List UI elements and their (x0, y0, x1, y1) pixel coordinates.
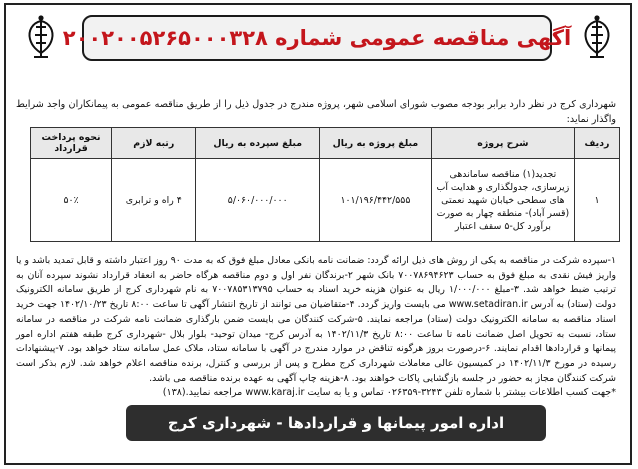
conditions-paragraph: ۱-سپرده شرکت در مناقصه به یکی از روش های ذیل ارائه گردد: ضمانت نامه بانکی معادل مبلغ فوق که به مدت ۹۰ روز اعتبار داشته و قابل تمدید باشد و یا واریز فیش نقدی به مبلغ فوق به حساب ۷۰۰۷۸۶۹۴۶۲۳ بانک شهر ۲-برندگان نفر اول و دوم مناقصه هرگاه حاضر به انعقاد قرارداد نشوند سپرده آنان به ترتیب ضبط خواهد شد. ۳-مبلغ ۱/۰۰۰/۰۰۰ ریال به عنوان هزینه خرید اسناد به حساب ۷۰۰۷۸۵۳۱۳۷۹۵ به نام شهرداری کرج از طریق سامانه الکترونیک دولت (ستاد) به آدرس www.setadiran.ir می بایست واریز گردد. ۴-متقاضیان می توانند از تاریخ انتشار آگهی تا ساعت ۸:۰۰ تاریخ ۱۴۰۲/۱۰/۲۳ جهت خرید اسناد مناقصه به سامانه الکترونیک دولت (ستاد) مراجعه نمایند. ۵-شرکت کنندگان می بایست ضمن بارگذاری ضمانت نامه شرکت در مناقصه در سامانه ستاد، نسبت به تحویل اصل ضمانت نامه تا ساعت ۸:۰۰ تاریخ ۱۴۰۲/۱۱/۳ به آدرس کرج- میدان توحید- بلوار بلال -شهرداری کرج طبقه هفتم اداره امور پیمانها و قراردادها اقدام نمایند. ۶-درصورت بروز هرگونه تناقض در موارد مندرج در آگهی با سامانه ستاد، ملاک عمل سامانه ستاد خواهد بود. ۷-پیشنهادات رسیده در مورخ ۱۴۰۲/۱۱/۳ در کمیسیون عالی معاملات شهرداری کرج مطرح و پس از بررسی و کنترل، برنده مناقصه اعلام خواهد شد. لازم بذکر است شرکت کنندگان مجاز به حضور در جلسه بازگشایی پاکات خواهند بود. ۸-هزینه چاپ آگهی به عهده برنده مناقصه می باشد. (16, 255, 616, 384)
cell-payment-method: ۵۰٪ (31, 159, 112, 242)
notice-title: آگهی مناقصه عمومی شماره ۲۰۰۲۰۰۵۲۶۵۰۰۰۳۲۸ (62, 26, 572, 50)
footer-text: اداره امور پیمانها و قراردادها - شهرداری کرج (167, 414, 505, 432)
cell-required-grade: ۴ راه و ترابری (112, 159, 196, 242)
notice-header (12, 11, 624, 67)
table-row (31, 159, 620, 242)
notice-frame (4, 3, 632, 465)
table-header-row (31, 128, 620, 159)
contact-line: *جهت کسب اطلاعات بیشتر با شماره تلفن ۳۲۴۳-۰۲۶۳۵۹ تماس و یا به سایت www.karaj.ir مراجعه نمایید.(۱۳۸) (162, 387, 616, 398)
header-row-number: ردیف (574, 128, 619, 159)
footer-banner (126, 405, 546, 441)
karaj-municipality-emblem-icon (574, 13, 620, 63)
cell-description: تجدید(۱) مناقصه ساماندهی زیرسازی، جدولگذاری و هدایت آب های سطحی خیابان شهید نعمتی (قسر آباد)- منطقه چهار به صورت برآورد کل-۵ سقف اعتبار (431, 159, 574, 242)
header-project-amount: مبلغ پروژه به ریال (320, 128, 432, 159)
title-banner (62, 15, 572, 61)
tender-table (30, 127, 620, 242)
header-required-grade: رتبه لازم (112, 128, 196, 159)
header-description: شرح پروژه (431, 128, 574, 159)
cell-project-amount: ۱۰۱/۱۹۶/۴۴۲/۵۵۵ (320, 159, 432, 242)
header-payment-method: نحوه پرداخت قرارداد (31, 128, 112, 159)
karaj-municipality-emblem-icon (18, 13, 64, 63)
cell-row-number: ۱ (574, 159, 619, 242)
cell-deposit-amount: ۵/۰۶۰/۰۰۰/۰۰۰ (196, 159, 320, 242)
intro-paragraph: شهرداری کرج در نظر دارد برابر بودجه مصوب شورای اسلامی شهر، پروژه مندرج در جدول ذیل را از طریق مناقصه عمومی به پیمانکاران واجد شرایط واگذار نماید: (16, 99, 616, 125)
header-deposit-amount: مبلغ سپرده به ریال (196, 128, 320, 159)
